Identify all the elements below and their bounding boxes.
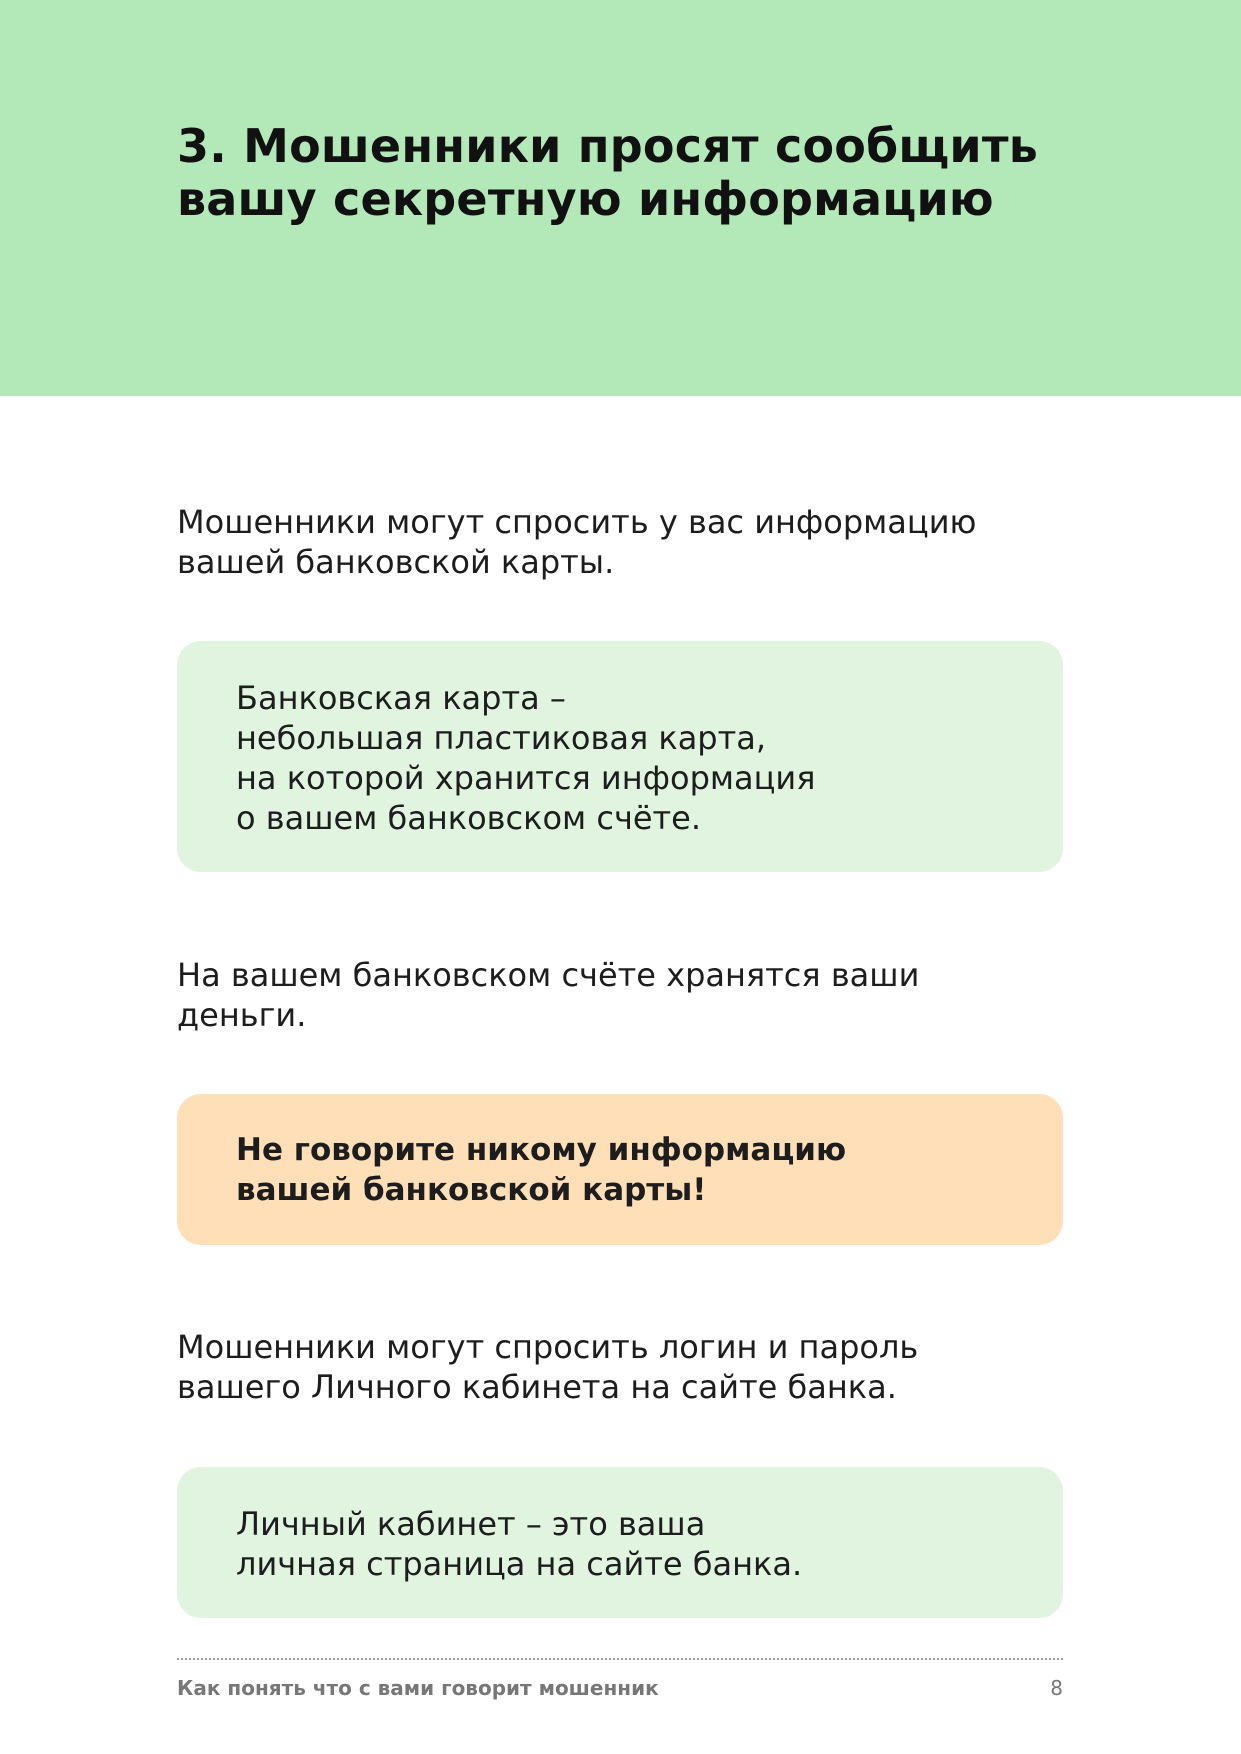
paragraph-line: Мошенники могут спросить у вас информацию	[177, 503, 977, 541]
page-title-line-1: 3. Мошенники просят сообщить	[177, 119, 1039, 173]
footer-divider	[177, 1658, 1063, 1660]
paragraph-bank-account	[177, 955, 1077, 1035]
card-text-line: небольшая пластиковая карта,	[236, 719, 767, 757]
card-text-line: личная страница на сайте банка.	[236, 1545, 803, 1583]
paragraph-line: деньги.	[177, 996, 307, 1034]
paragraph-line: вашей банковской карты.	[177, 543, 615, 581]
paragraph-login-request	[177, 1327, 1077, 1407]
paragraph-card-info-request	[177, 502, 1077, 582]
warning-text-line: Не говорите никому информацию	[236, 1132, 847, 1168]
card-text-line: Банковская карта –	[236, 679, 566, 717]
bank-card-definition-card	[177, 641, 1063, 872]
card-text-line: Личный кабинет – это ваша	[236, 1505, 706, 1543]
card-text-line: на которой хранится информация	[236, 759, 816, 797]
bank-card-definition-text	[236, 678, 1063, 838]
paragraph-line: вашего Личного кабинета на сайте банка.	[177, 1368, 897, 1406]
personal-account-definition-card	[177, 1467, 1063, 1618]
paragraph-line: Мошенники могут спросить логин и пароль	[177, 1328, 919, 1366]
footer-title: Как понять что с вами говорит мошенник	[177, 1676, 659, 1700]
page-title	[177, 120, 1137, 226]
warning-card	[177, 1094, 1063, 1245]
warning-text	[236, 1130, 1063, 1210]
warning-text-line: вашей банковской карты!	[236, 1172, 707, 1208]
page-number: 8	[1050, 1676, 1063, 1700]
personal-account-definition-text	[236, 1504, 1063, 1584]
page-title-line-2: вашу секретную информацию	[177, 172, 994, 226]
card-text-line: о вашем банковском счёте.	[236, 799, 702, 837]
paragraph-line: На вашем банковском счёте хранятся ваши	[177, 956, 920, 994]
